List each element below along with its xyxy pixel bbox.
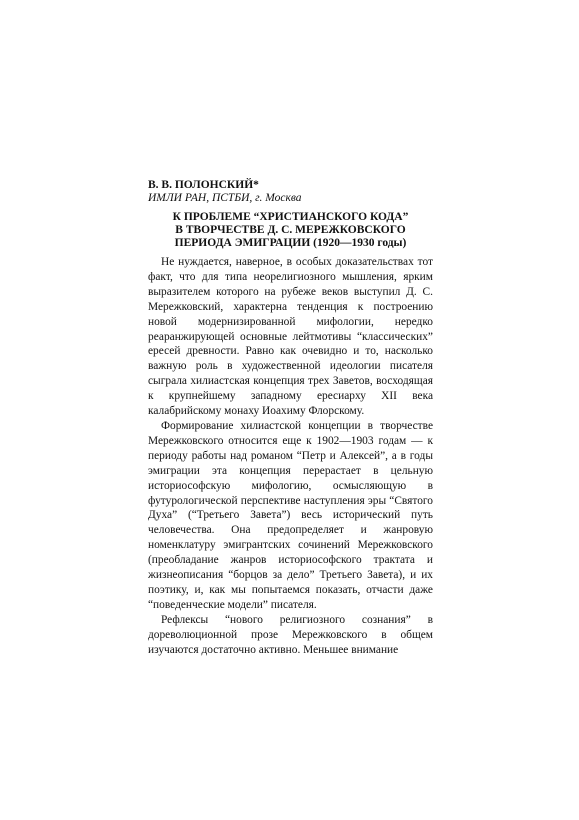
author-affiliation: ИМЛИ РАН, ПСТБИ, г. Москва — [148, 192, 302, 204]
body-paragraph: Не нуждается, наверное, в особых доказательствах тот факт, что для типа неорелигиозного мышления, ярким выразителем которого на рубеже веков выступил Д. С. Мережковский, характерна тенденция к построению новой модернизированной мифологии, нередко реаранжирующей основные лейтмотивы “классических” ересей древности. Равно как очевидно и то, насколько важную роль в художественной идеологии писателя сыграла хилиастская концепция трех Заветов, восходящая к крупнейшему западному ересиарху XII века калабрийскому монаху Иоахиму Флорскому. — [148, 256, 433, 418]
body-paragraph: Формирование хилиастской концепции в творчестве Мережковского относится еще к 1902—1903 годам — к периоду работы над романом “Петр и Алексей”, а в годы эмиграции эта концепция перерастает в цельную историософскую мифологию, осмысляющую в футурологической перспективе наступления эры “Святого Духа” (“Третьего Завета”) весь исторический путь человечества. Она предопределяет и жанровую номенклатуру эмигрантских сочинений Мережковского (преобладание жанров историософского трактата и жизнеописания “борцов за дело” Третьего Завета), и их поэтику, и, как мы попытаемся показать, отчасти даже “поведенческие модели” писателя. — [148, 419, 433, 611]
title-line: В ТВОРЧЕСТВЕ Д. С. МЕРЕЖКОВСКОГО — [175, 224, 406, 236]
body-paragraph: Рефлексы “нового религиозного сознания” в дореволюционной прозе Мережковского в общем изучаются достаточно активно. Меньшее внимание — [148, 613, 433, 656]
article-body — [148, 255, 433, 657]
author-name: В. В. ПОЛОНСКИЙ* — [148, 179, 259, 191]
title-line: ПЕРИОДА ЭМИГРАЦИИ (1920—1930 годы) — [174, 237, 407, 249]
title-line: К ПРОБЛЕМЕ “ХРИСТИАНСКОГО КОДА” — [172, 211, 409, 223]
article-page — [148, 179, 433, 657]
article-title — [148, 211, 433, 250]
